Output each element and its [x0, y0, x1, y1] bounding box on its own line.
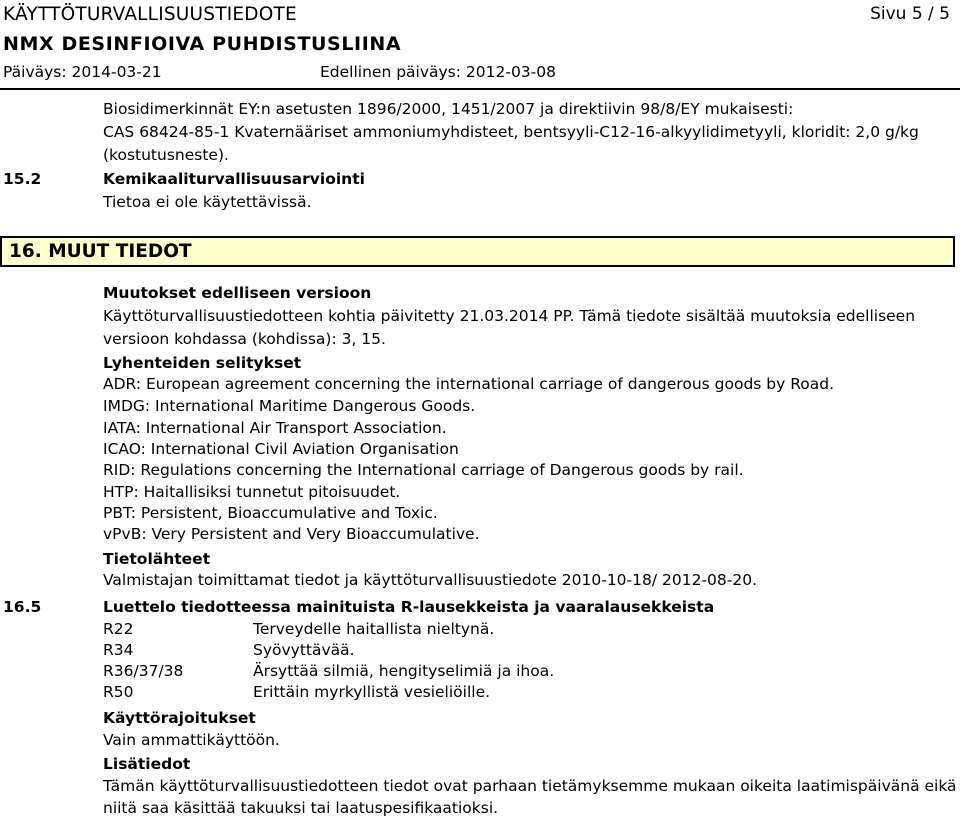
r-phrase-code: R50 — [103, 683, 134, 701]
abbreviation-line: HTP: Haitallisiksi tunnetut pitoisuudet. — [103, 483, 401, 501]
r-phrase-text: Syövyttävää. — [253, 641, 355, 659]
changes-heading: Muutokset edelliseen versioon — [103, 284, 372, 302]
product-name: NMX DESINFIOIVA PUHDISTUSLIINA — [3, 33, 402, 55]
section-16-banner — [0, 236, 955, 267]
abbreviation-line: ADR: European agreement concerning the international carriage of dangerous goods by Road. — [103, 375, 835, 393]
r-phrase-code: R34 — [103, 641, 134, 659]
r-phrase-text: Terveydelle haitallista nieltynä. — [253, 620, 495, 638]
biocide-line-2: CAS 68424-85-1 Kvaternääriset ammoniumyhdisteet, bentsyyli-C12-16-alkyylidimetyyli, kloridit: 2,0 g/kg — [103, 123, 919, 141]
additional-info-line-2: niitä saa käsittää takuuksi tai laatuspesifikaatioksi. — [103, 799, 499, 817]
sources-text: Valmistajan toimittamat tiedot ja käyttöturvallisuustiedote 2010-10-18/ 2012-08-20. — [103, 571, 758, 589]
r-phrase-text: Erittäin myrkyllistä vesieliöille. — [253, 683, 491, 701]
previous-date: Edellinen päiväys: 2012-03-08 — [320, 63, 556, 81]
changes-line-2: versioon kohdassa (kohdissa): 3, 15. — [103, 330, 386, 348]
sources-heading: Tietolähteet — [103, 550, 211, 568]
abbreviation-line: PBT: Persistent, Bioaccumulative and Toxic. — [103, 504, 438, 522]
document-title: KÄYTTÖTURVALLISUUSTIEDOTE — [3, 4, 297, 25]
abbreviation-line: IATA: International Air Transport Association. — [103, 419, 447, 437]
section-15-2-number: 15.2 — [3, 170, 42, 188]
section-15-2-title: Kemikaaliturvallisuusarviointi — [103, 170, 365, 188]
section-15-2-text: Tietoa ei ole käytettävissä. — [103, 193, 312, 211]
section-16-5-number: 16.5 — [3, 598, 42, 616]
abbreviation-line: IMDG: International Maritime Dangerous Goods. — [103, 397, 476, 415]
biocide-line-1: Biosidimerkinnät EY:n asetusten 1896/2000, 1451/2007 ja direktiivin 98/8/EY mukaisesti: — [103, 100, 794, 118]
r-phrase-code: R36/37/38 — [103, 662, 184, 680]
abbreviation-line: RID: Regulations concerning the International carriage of Dangerous goods by rail. — [103, 461, 744, 479]
abbreviations-heading: Lyhenteiden selitykset — [103, 354, 302, 372]
r-phrase-code: R22 — [103, 620, 134, 638]
abbreviation-line: ICAO: International Civil Aviation Organisation — [103, 440, 459, 458]
abbreviation-line: vPvB: Very Persistent and Very Bioaccumulative. — [103, 525, 480, 543]
page-number: Sivu 5 / 5 — [870, 4, 950, 24]
additional-info-heading: Lisätiedot — [103, 755, 191, 773]
changes-line-1: Käyttöturvallisuustiedotteen kohtia päivitetty 21.03.2014 PP. Tämä tiedote sisältää muutoksia edelliseen — [103, 307, 916, 325]
section-16-5-title: Luettelo tiedotteessa mainituista R-lausekkeista ja vaaralausekkeista — [103, 598, 715, 616]
additional-info-line-1: Tämän käyttöturvallisuustiedotteen tiedot ovat parhaan tietämyksemme mukaan oikeita laatimispäivänä eikä — [103, 777, 957, 795]
restrictions-heading: Käyttörajoitukset — [103, 709, 256, 727]
r-phrase-text: Ärsyttää silmiä, hengityselimiä ja ihoa. — [253, 662, 555, 680]
biocide-line-3: (kostutusneste). — [103, 146, 229, 164]
issue-date: Päiväys: 2014-03-21 — [3, 63, 162, 81]
section-16-title: 16. MUUT TIEDOT — [9, 241, 192, 262]
restrictions-text: Vain ammattikäyttöön. — [103, 731, 280, 749]
header-divider — [0, 88, 960, 90]
